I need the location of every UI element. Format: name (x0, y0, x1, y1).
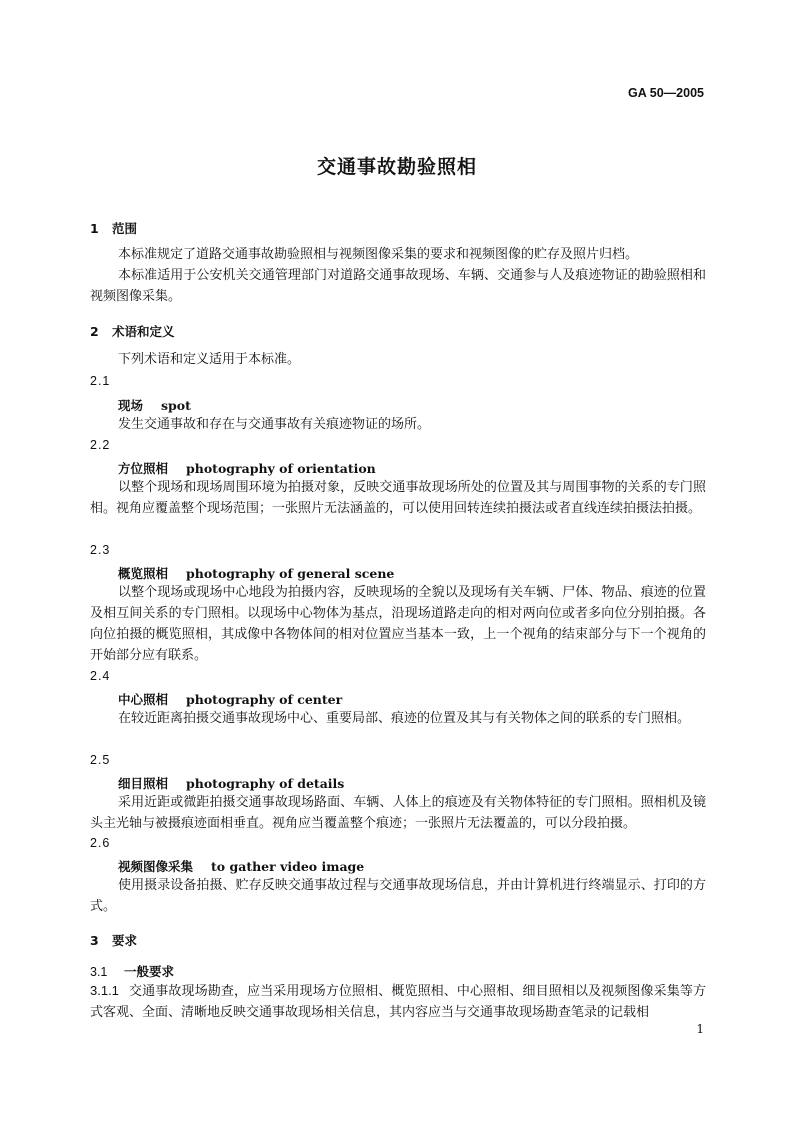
term-number: 2.2 (90, 438, 111, 452)
section-title: 要求 (112, 933, 138, 948)
clause-number: 3.1.1 (90, 983, 119, 998)
clause-3-1-1 (90, 980, 706, 1023)
term-en: photography of details (186, 776, 345, 791)
term-en: to gather video image (211, 859, 365, 874)
section-2-heading (90, 322, 706, 340)
section-2-intro: 下列术语和定义适用于本标准。 (118, 352, 301, 367)
term-heading (90, 857, 734, 875)
term-en: photography of center (186, 692, 343, 707)
subsection-title: 一般要求 (124, 964, 175, 979)
section-1-paragraph-1: 本标准规定了道路交通事故勘验照相与视频图像采集的要求和视频图像的贮存及照片归档。 (118, 247, 639, 262)
term-definition: 发生交通事故和存在与交通事故有关痕迹物证的场所。 (118, 417, 431, 432)
section-number: 2 (90, 324, 99, 339)
term-definition: 以整个现场或现场中心地段为拍摄内容，反映现场的全貌以及现场有关车辆、尸体、物品、痕迹的位置及相互间关系的专门照相。以现场中心物体为基点，沿现场道路走向的相对两向位或者多向位分别拍摄。各向位拍摄的概览照相，其成像中各物体间的相对位置应当基本一致，上一个视角的结束部分与下一个视角的开始部分应有联系。 (90, 585, 706, 663)
section-number: 3 (90, 933, 99, 948)
section-title: 范围 (112, 221, 138, 236)
term-definition: 在较近距离拍摄交通事故现场中心、重要局部、痕迹的位置及其与有关物体之间的联系的专门照相。 (118, 711, 691, 726)
term-cn: 视频图像采集 (118, 859, 194, 874)
term-number: 2.1 (90, 374, 111, 388)
standard-number: GA 50—2005 (628, 86, 704, 100)
term-cn: 中心照相 (118, 692, 169, 707)
term-en: spot (161, 398, 191, 413)
term-en: photography of general scene (186, 566, 395, 581)
subsection-number: 3.1 (90, 965, 108, 979)
term-number: 2.3 (90, 543, 111, 557)
document-title: 交通事故勘验照相 (316, 156, 477, 178)
term-number: 2.4 (90, 669, 111, 683)
term-heading (90, 396, 734, 414)
section-title: 术语和定义 (112, 324, 175, 339)
term-heading (90, 564, 734, 582)
section-3-heading (90, 931, 706, 949)
term-cn: 概览照相 (118, 566, 169, 581)
term-cn: 方位照相 (118, 461, 169, 476)
term-heading (90, 459, 734, 477)
term-en: photography of orientation (186, 461, 376, 476)
section-1-paragraph-2: 本标准适用于公安机关交通管理部门对道路交通事故现场、车辆、交通参与人及痕迹物证的勘验照相和视频图像采集。 (90, 268, 706, 304)
term-definition: 采用近距或微距拍摄交通事故现场路面、车辆、人体上的痕迹及有关物体特征的专门照相。照相机及镜头主光轴与被摄痕迹面相垂直。视角应当覆盖整个痕迹；一张照片无法覆盖的，可以分段拍摄。 (90, 795, 706, 831)
section-1-heading (90, 219, 706, 237)
term-cn: 现场 (118, 398, 144, 413)
term-definition: 以整个现场和现场周围环境为拍摄对象，反映交通事故现场所处的位置及其与周围事物的关系的专门照相。视角应覆盖整个现场范围；一张照片无法涵盖的，可以使用回转连续拍摄法或者直线连续拍摄法拍摄。 (90, 480, 706, 516)
section-number: 1 (90, 221, 99, 236)
term-number: 2.5 (90, 753, 111, 767)
term-cn: 细目照相 (118, 776, 169, 791)
term-number: 2.6 (90, 836, 111, 850)
term-definition: 使用摄录设备拍摄、贮存反映交通事故过程与交通事故现场信息，并由计算机进行终端显示、打印的方式。 (90, 878, 706, 914)
term-heading (90, 690, 734, 708)
term-heading (90, 774, 734, 792)
subsection-heading (90, 962, 706, 980)
page-number: 1 (696, 1022, 704, 1036)
clause-text: 交通事故现场勘查，应当采用现场方位照相、概览照相、中心照相、细目照相以及视频图像采集等方式客观、全面、清晰地反映交通事故现场相关信息，其内容应当与交通事故现场勘查笔录的记载相 (90, 984, 706, 1020)
